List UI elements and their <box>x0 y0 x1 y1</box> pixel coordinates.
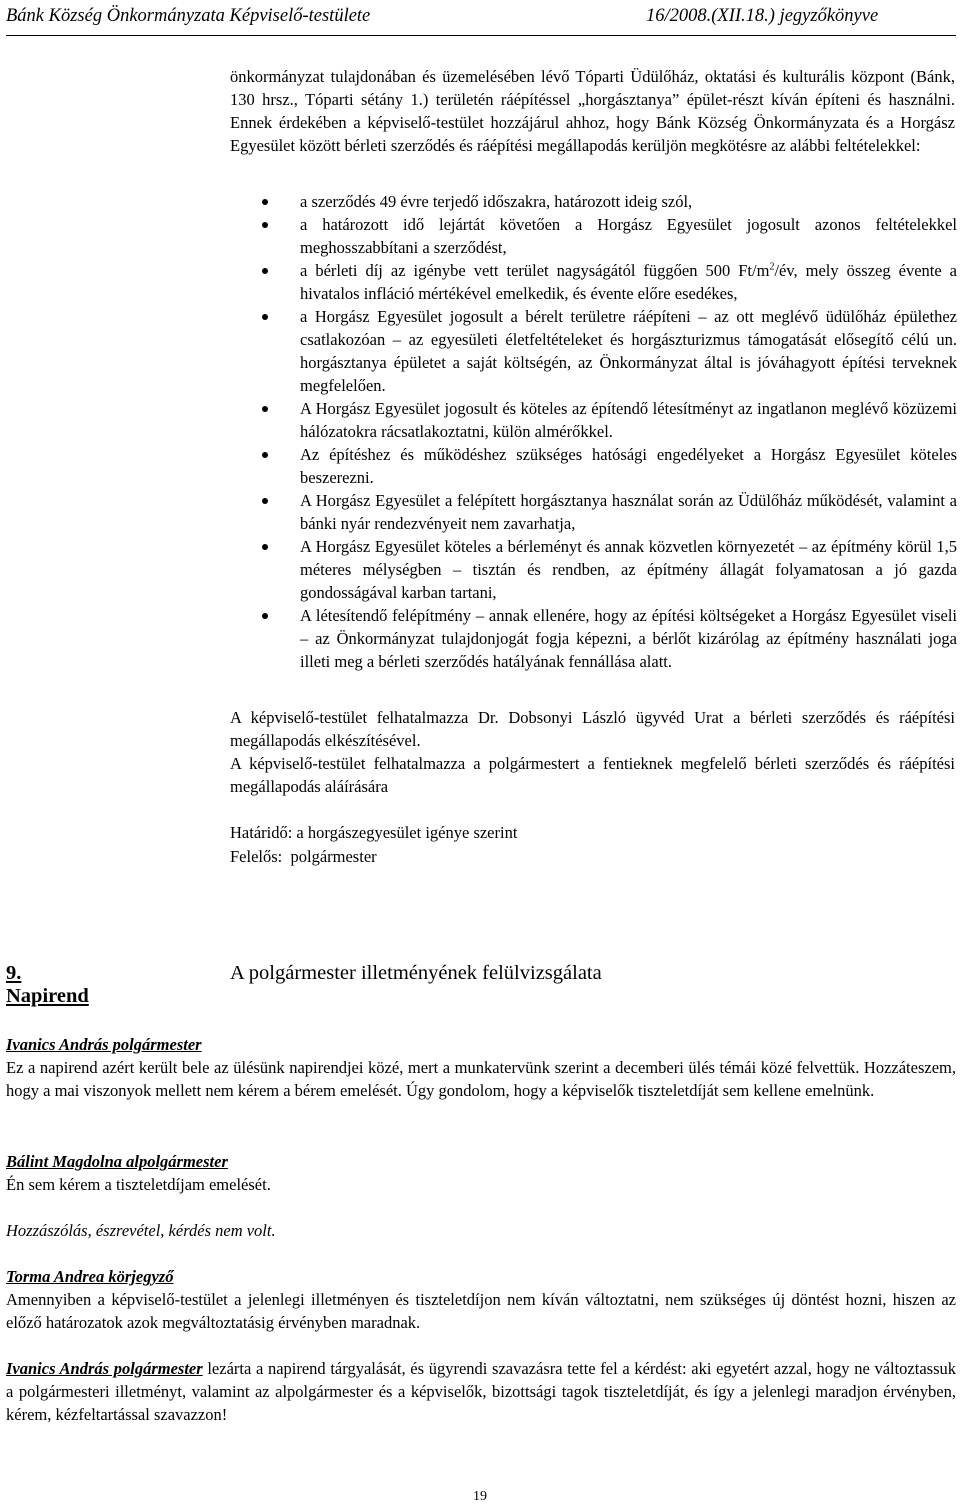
list-item: a Horgász Egyesület jogosult a bérelt területre ráépíteni – az ott meglévő üdülőház épülethez csatlakozóan – az egyesületi életfeltételeket és horgászturizmus támogatását elősegítő célú un. horgásztanya épületet a saját költségén, az Önkormányzat által is jóváhagyott építési terveknek megfelelően. <box>262 305 957 397</box>
intro-paragraph: önkormányzat tulajdonában és üzemelésében lévő Tóparti Üdülőház, oktatási és kulturális központ (Bánk, 130 hrsz., Tóparti sétány 1.) területén ráépítéssel „horgásztanya” épület-részt kíván építeni és használni. Ennek érdekében a képviselő-testület hozzájárul ahhoz, hogy Bánk Község Önkormányzata és a Horgász Egyesület között bérleti szerződés és ráépítési megállapodás kerüljön megkötésre az alábbi feltételekkel: <box>230 67 955 155</box>
header-rule <box>6 35 956 36</box>
list-item-text-cont: /év, mely összeg évente a hivatalos infláció mértékével emelkedik, és évente előre esedékes, <box>300 261 957 303</box>
list-item: A létesítendő felépítmény – annak ellenére, hogy az építési költségeket a Horgász Egyesület viseli – az Önkormányzat tulajdonjogát fogja képezni, a bérlőt kizárólag az építmény használati joga illeti meg a bérleti szerződés hatályának fennállása alatt. <box>262 604 957 673</box>
list-item-text: a bérleti díj az igénybe vett terület nagyságától függően 500 Ft/m <box>300 261 770 280</box>
deadline: Határidő: a horgászegyesület igénye szerint <box>230 823 518 842</box>
list-item: A Horgász Egyesület jogosult és köteles az építendő létesítményt az ingatlanon meglévő közüzemi hálózatokra rácsatlakoztatni, külön almérőkkel. <box>262 397 957 443</box>
list-item: A Horgász Egyesület a felépített horgásztanya használat során az Üdülőház működését, valamint a bánki nyár rendezvényeit nem zavarhatja, <box>262 489 957 535</box>
header-minutes-id: 16/2008.(XII.18.) jegyzőkönyve <box>646 6 879 26</box>
list-item: Az építéshez és működéshez szükséges hatósági engedélyeket a Horgász Egyesület köteles beszerezni. <box>262 443 957 489</box>
speaker-text: Ez a napirend azért került bele az ülésünk napirendjei közé, mert a munkatervünk szerint a decemberi ülés témái közé felvettük. Hozzáteszem, hogy a mai viszonyok mellett nem kérem a bérem emelését. Úgy gondolom, hogy a képviselők tiszteletdíját sem kellene emelnünk. <box>6 1058 956 1100</box>
speaker-name: Ivanics András polgármester <box>6 1035 202 1054</box>
speaker-name: Ivanics András polgármester <box>6 1359 203 1378</box>
agenda-title: A polgármester illetményének felülvizsgálata <box>230 962 602 984</box>
speaker-block-2 <box>6 1150 956 1196</box>
no-comments-note: Hozzászólás, észrevétel, kérdés nem volt. <box>6 1221 276 1240</box>
superscript: 2 <box>769 261 775 273</box>
speaker-block-4 <box>6 1357 956 1426</box>
list-item: a szerződés 49 évre terjedő időszakra, határozott ideig szól, <box>262 190 957 213</box>
responsible: Felelős: polgármester <box>230 847 377 866</box>
speaker-name: Bálint Magdolna alpolgármester <box>6 1152 228 1171</box>
speaker-text: lezárta a napirend tárgyalását, és ügyrendi szavazásra tette fel a kérdést: aki egyetért azzal, hogy ne változtassuk a polgármesteri illetményt, valamint az alpolgármester és a képviselők, bizottsági tagok tiszteletdíját, és így a jelenlegi maradjon érvényben, kérem, kézfeltartással szavazzon! <box>6 1359 957 1424</box>
page-header <box>6 0 956 36</box>
agenda-number: 9. Napirend <box>6 962 89 1007</box>
speaker-name: Torma Andrea körjegyző <box>6 1267 174 1286</box>
page-number: 19 <box>473 1489 487 1504</box>
authorization-2: A képviselő-testület felhatalmazza a polgármestert a fentieknek megfelelő bérleti szerződés és ráépítési megállapodás aláírására <box>230 754 955 796</box>
list-item: A Horgász Egyesület köteles a bérleményt és annak közvetlen környezetét – az építmény körül 1,5 méteres mélységben – tisztán és rendben, az építmény állagát folyamatosan a jó gazda gondosságával karban tartani, <box>262 535 957 604</box>
speaker-text: Én sem kérem a tiszteletdíjam emelését. <box>6 1175 271 1194</box>
list-item: a határozott idő lejártát követően a Horgász Egyesület jogosult azonos feltételekkel meghosszabbítani a szerződést, <box>262 213 957 259</box>
header-org: Bánk Község Önkormányzata Képviselő-testülete <box>6 6 371 26</box>
list-item <box>262 259 957 305</box>
conditions-list <box>262 190 957 673</box>
speaker-block-1 <box>6 1033 956 1102</box>
authorization-1: A képviselő-testület felhatalmazza Dr. Dobsonyi László ügyvéd Urat a bérleti szerződés és ráépítési megállapodás elkészítésével. <box>230 708 955 750</box>
speaker-text: Amennyiben a képviselő-testület a jelenlegi illetményen és tiszteletdíjon nem kíván változtatni, nem szükséges új döntést hozni, hiszen az előző határozatok azok megváltoztatásig érvényben maradnak. <box>6 1290 956 1332</box>
speaker-block-3 <box>6 1265 956 1334</box>
